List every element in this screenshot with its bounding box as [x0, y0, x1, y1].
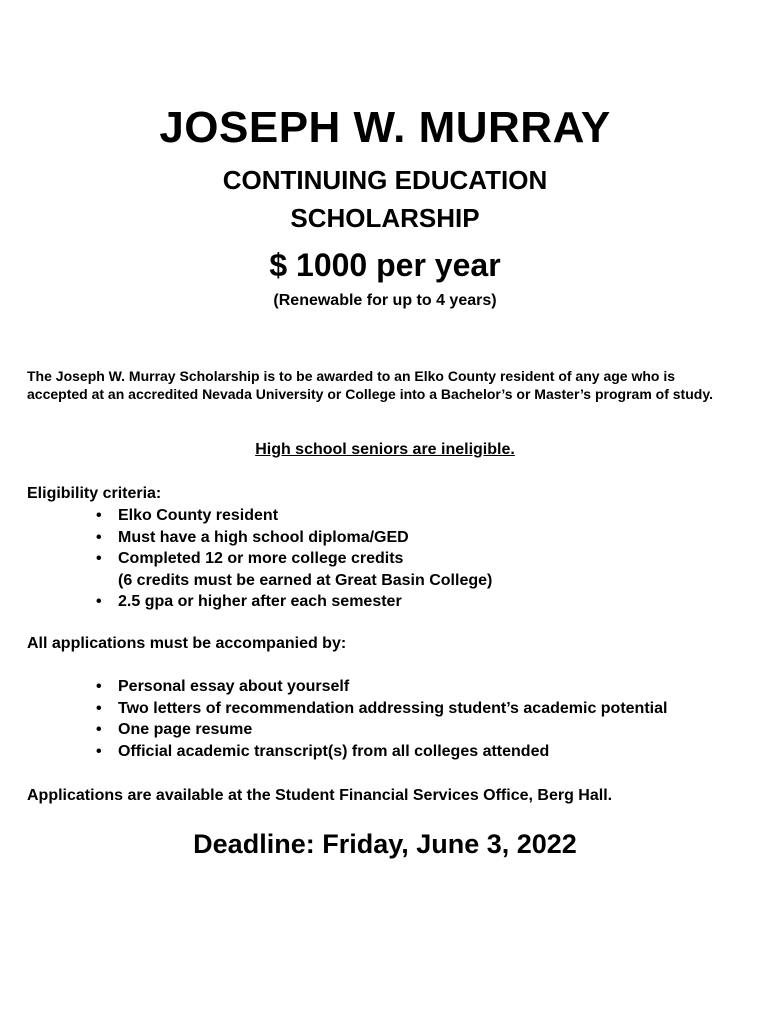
bullet-icon: • [96, 593, 102, 611]
bullet-icon: • [96, 678, 102, 695]
list-item [0, 719, 770, 741]
list-item-text: Must have a high school diploma/GED [118, 528, 409, 546]
list-item-text: Two letters of recommendation addressing student’s academic potential [118, 699, 668, 717]
list-item-text: One page resume [118, 721, 253, 739]
list-item-text: 2.5 gpa or higher after each semester [118, 593, 402, 611]
subtitle-line-2: SCHOLARSHIP [290, 203, 480, 233]
bullet-icon: • [96, 699, 102, 717]
accompaniment-list [0, 676, 770, 762]
bullet-icon: • [96, 721, 102, 739]
page-title: JOSEPH W. MURRAY [159, 103, 611, 152]
deadline: Deadline: Friday, June 3, 2022 [193, 829, 577, 859]
list-item [0, 548, 770, 591]
intro-paragraph: The Joseph W. Murray Scholarship is to be awarded to an Elko County resident of any age who is accepted at an accredited Nevada University or College into a Bachelor’s or Master’s program of study. [27, 368, 713, 402]
list-item [0, 505, 770, 527]
list-item-text: Elko County resident [118, 507, 279, 524]
list-item-text: Personal essay about yourself [118, 678, 350, 695]
ineligible-notice: High school seniors are ineligible. [255, 441, 515, 458]
list-item [0, 698, 770, 720]
list-item [0, 527, 770, 549]
list-item-text: Completed 12 or more college credits [118, 550, 404, 568]
award-amount: $ 1000 per year [269, 247, 501, 283]
subtitle-line-1: CONTINUING EDUCATION [222, 165, 548, 195]
list-item [0, 741, 770, 763]
renewable-note: (Renewable for up to 4 years) [273, 292, 497, 309]
availability-note: Applications are available at the Student Financial Services Office, Berg Hall. [27, 787, 613, 804]
eligibility-label: Eligibility criteria: [27, 485, 162, 502]
list-item [0, 676, 770, 698]
list-item-text: Official academic transcript(s) from all colleges attended [118, 742, 550, 760]
bullet-icon: • [96, 507, 102, 524]
bullet-icon: • [96, 528, 102, 546]
accompaniment-label: All applications must be accompanied by: [27, 635, 347, 652]
credits-note: (6 credits must be earned at Great Basin College) [118, 571, 493, 589]
eligibility-list [0, 505, 770, 613]
bullet-icon: • [96, 742, 102, 760]
list-item [0, 591, 770, 613]
bullet-icon: • [96, 550, 102, 568]
